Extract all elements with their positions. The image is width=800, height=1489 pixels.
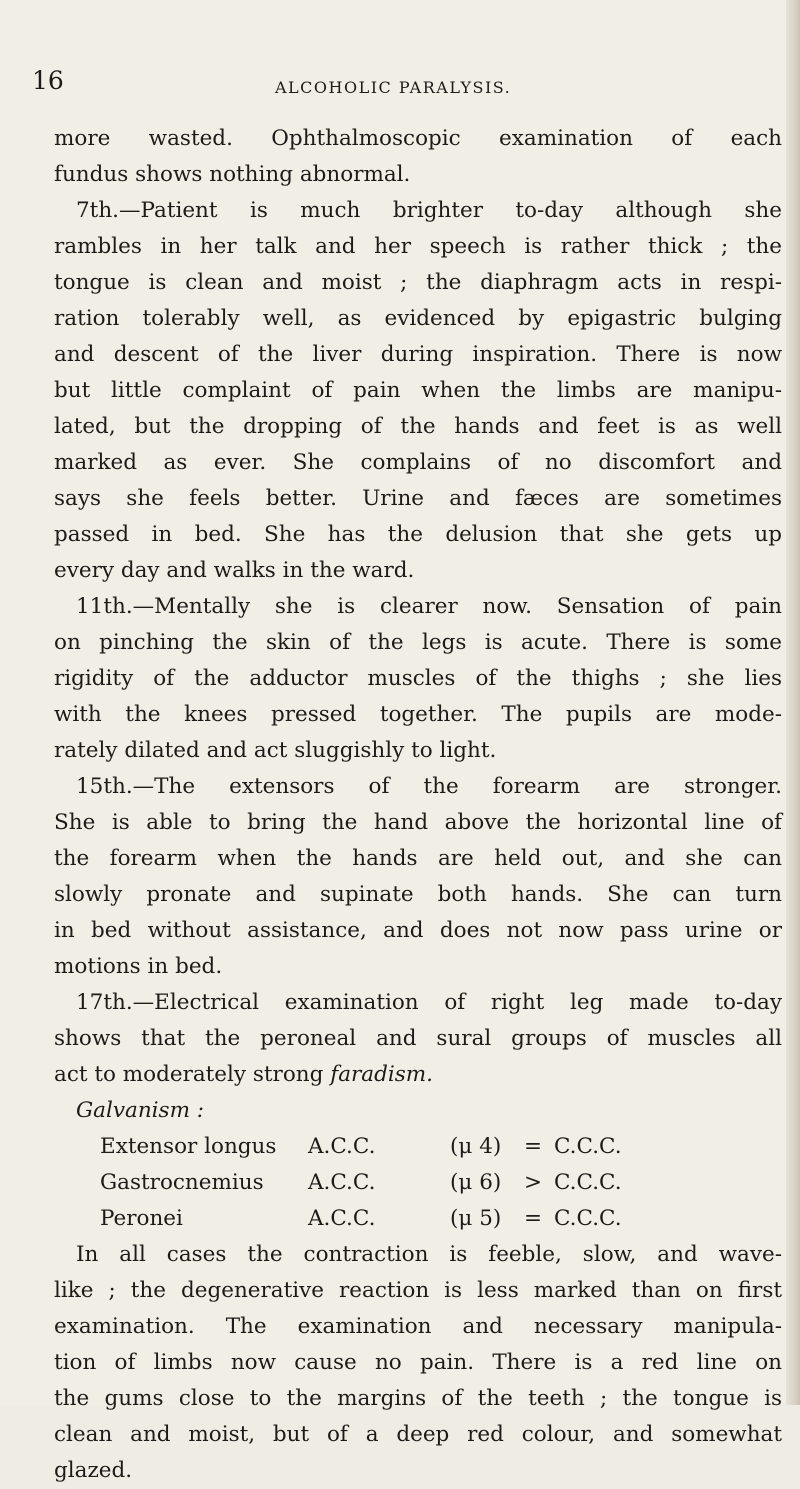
text-line: motions in bed. xyxy=(54,954,223,979)
measurement-row xyxy=(54,1201,782,1237)
text-line: rigidity of the adductor muscles of the thighs ; she lies xyxy=(54,666,782,691)
text-line: every day and walks in the ward. xyxy=(54,558,415,583)
faradism-line xyxy=(54,1057,782,1093)
text-line: fundus shows nothing abnormal. xyxy=(54,162,411,187)
running-head: ALCOHOLIC PARALYSIS. xyxy=(275,78,512,97)
measurement-row xyxy=(54,1129,782,1165)
text-line: rambles in her talk and her speech is rather thick ; the xyxy=(54,234,782,259)
muscle-name: Extensor longus xyxy=(100,1134,277,1159)
closure-label: A.C.C. xyxy=(308,1170,376,1195)
text-line: passed in bed. She has the delusion that she gets up xyxy=(54,522,782,547)
text-line: shows that the peroneal and sural groups of muscles all xyxy=(54,1026,782,1051)
current-reading: (μ 4) xyxy=(450,1134,502,1159)
current-reading: (μ 5) xyxy=(450,1206,502,1231)
text-line: says she feels better. Urine and fæces are sometimes xyxy=(54,486,782,511)
closure-result: C.C.C. xyxy=(554,1206,622,1231)
text-line: on pinching the skin of the legs is acute. There is some xyxy=(54,630,782,655)
closure-result: C.C.C. xyxy=(554,1134,622,1159)
text-line: ration tolerably well, as evidenced by epigastric bulging xyxy=(54,306,782,331)
body-text xyxy=(54,121,782,1489)
text-line: 7th.—Patient is much brighter to-day although she xyxy=(76,198,782,223)
galvanism-heading: Galvanism : xyxy=(76,1098,205,1123)
muscle-name: Peronei xyxy=(100,1206,183,1231)
faradism-line-prefix: act to moderately strong xyxy=(54,1062,331,1087)
page-edge-shadow xyxy=(786,0,800,1405)
text-line: the forearm when the hands are held out, and she can xyxy=(54,846,782,871)
closure-result: C.C.C. xyxy=(554,1170,622,1195)
text-line: and descent of the liver during inspiration. There is now xyxy=(54,342,782,367)
text-line: 17th.—Electrical examination of right leg made to-day xyxy=(76,990,782,1015)
relation-sign: > xyxy=(524,1170,543,1195)
text-line: with the knees pressed together. The pupils are mode- xyxy=(54,702,782,727)
text-line: but little complaint of pain when the limbs are manipu- xyxy=(54,378,782,403)
relation-sign: = xyxy=(524,1206,543,1231)
relation-sign: = xyxy=(524,1134,543,1159)
text-line: rately dilated and act sluggishly to light. xyxy=(54,738,497,763)
text-line: 11th.—Mentally she is clearer now. Sensation of pain xyxy=(76,594,782,619)
muscle-name: Gastrocnemius xyxy=(100,1170,264,1195)
text-line: clean and moist, but of a deep red colour, and somewhat xyxy=(54,1422,782,1447)
text-line: 15th.—The extensors of the forearm are stronger. xyxy=(76,774,782,799)
text-line: slowly pronate and supinate both hands. She can turn xyxy=(54,882,782,907)
closure-label: A.C.C. xyxy=(308,1134,376,1159)
text-line: like ; the degenerative reaction is less marked than on first xyxy=(54,1278,782,1303)
text-line: marked as ever. She complains of no discomfort and xyxy=(54,450,782,475)
text-line: In all cases the contraction is feeble, slow, and wave- xyxy=(76,1242,782,1267)
text-line: in bed without assistance, and does not now pass urine or xyxy=(54,918,782,943)
text-line: tongue is clean and moist ; the diaphragm acts in respi- xyxy=(54,270,782,295)
page-number: 16 xyxy=(32,66,64,95)
text-line: examination. The examination and necessary manipula- xyxy=(54,1314,782,1339)
text-line: glazed. xyxy=(54,1458,133,1483)
text-line: the gums close to the margins of the teeth ; the tongue is xyxy=(54,1386,782,1411)
faradism-word: faradism. xyxy=(330,1062,433,1087)
text-line: lated, but the dropping of the hands and feet is as well xyxy=(54,414,782,439)
text-line: She is able to bring the hand above the horizontal line of xyxy=(54,810,782,835)
current-reading: (μ 6) xyxy=(450,1170,502,1195)
text-line: more wasted. Ophthalmoscopic examination of each xyxy=(54,126,782,151)
page-header xyxy=(32,66,732,96)
closure-label: A.C.C. xyxy=(308,1206,376,1231)
text-line: tion of limbs now cause no pain. There is a red line on xyxy=(54,1350,782,1375)
measurement-row xyxy=(54,1165,782,1201)
